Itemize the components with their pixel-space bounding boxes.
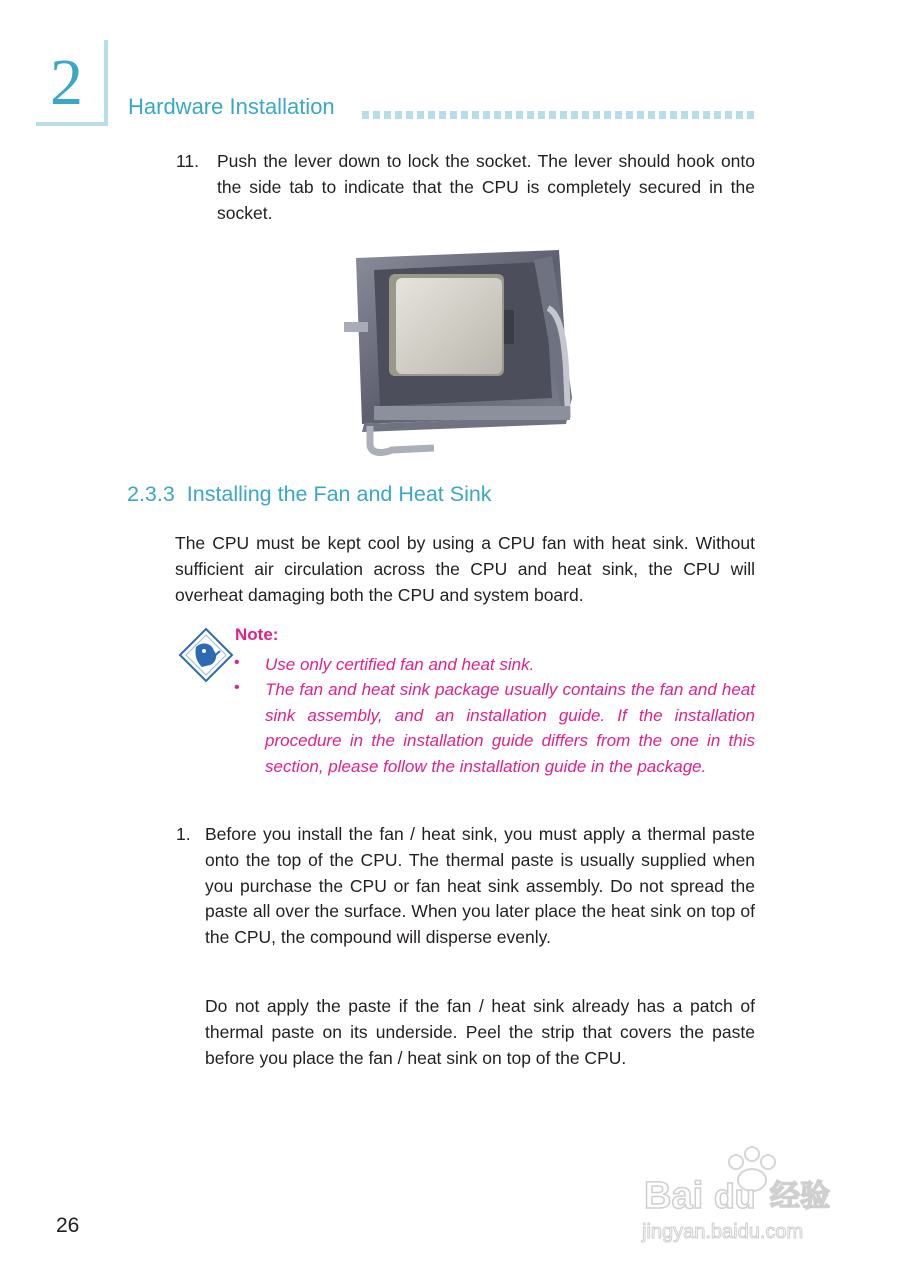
header-dot-leader [362, 111, 758, 119]
chapter-marker-underline [36, 122, 108, 126]
note-item: The fan and heat sink package usually contains the fan and heat sink assembly, and an installation guide. If the installation procedure in the installation guide differs from the one in this section, please follow the installation guide in the package. [265, 680, 755, 776]
svg-text:Bai: Bai [644, 1175, 704, 1217]
baidu-watermark-logo [640, 1140, 860, 1250]
note-bullet: • [234, 654, 240, 671]
step-1-text-continued: Do not apply the paste if the fan / heat sink already has a patch of thermal paste on its underside. Peel the strip that covers the paste before you place the fan / heat sink on top of the CPU. [205, 996, 755, 1068]
svg-text:jingyan.baidu.com: jingyan.baidu.com [642, 1221, 804, 1243]
cpu-socket-image [334, 248, 576, 460]
svg-text:经验: 经验 [770, 1179, 830, 1214]
subsection-title: Installing the Fan and Heat Sink [186, 482, 492, 506]
note-bullet: • [234, 679, 240, 696]
subsection-heading [127, 482, 492, 507]
intro-paragraph: The CPU must be kept cool by using a CPU fan with heat sink. Without sufficient air circulation across the CPU and heat sink, the CPU will overheat damaging both the CPU and system board. [175, 533, 755, 605]
subsection-number: 2.3.3 [127, 482, 175, 506]
svg-text:du: du [714, 1178, 756, 1216]
step-11-text: Push the lever down to lock the socket. The lever should hook onto the side tab to indicate that the CPU is completely secured in the socket. [217, 151, 755, 223]
note-title: Note: [235, 625, 279, 644]
chapter-marker [36, 40, 106, 126]
step-1-text: Before you install the fan / heat sink, you must apply a thermal paste onto the top of the CPU. The thermal paste is usually supplied when you purchase the CPU or fan heat sink assembly. Do not spread the paste all over the surface. When you later place the heat sink on top of the CPU, the compound will disperse evenly. [205, 824, 755, 948]
chapter-marker-border [104, 40, 108, 126]
note-item: Use only certified fan and heat sink. [265, 655, 535, 674]
chapter-number: 2 [50, 46, 83, 119]
step-1-number: 1. [176, 824, 191, 844]
chapter-header: Hardware Installation [128, 94, 335, 119]
step-11-number: 11. [176, 151, 200, 171]
page-number: 26 [56, 1214, 80, 1237]
note-icon [178, 627, 234, 683]
